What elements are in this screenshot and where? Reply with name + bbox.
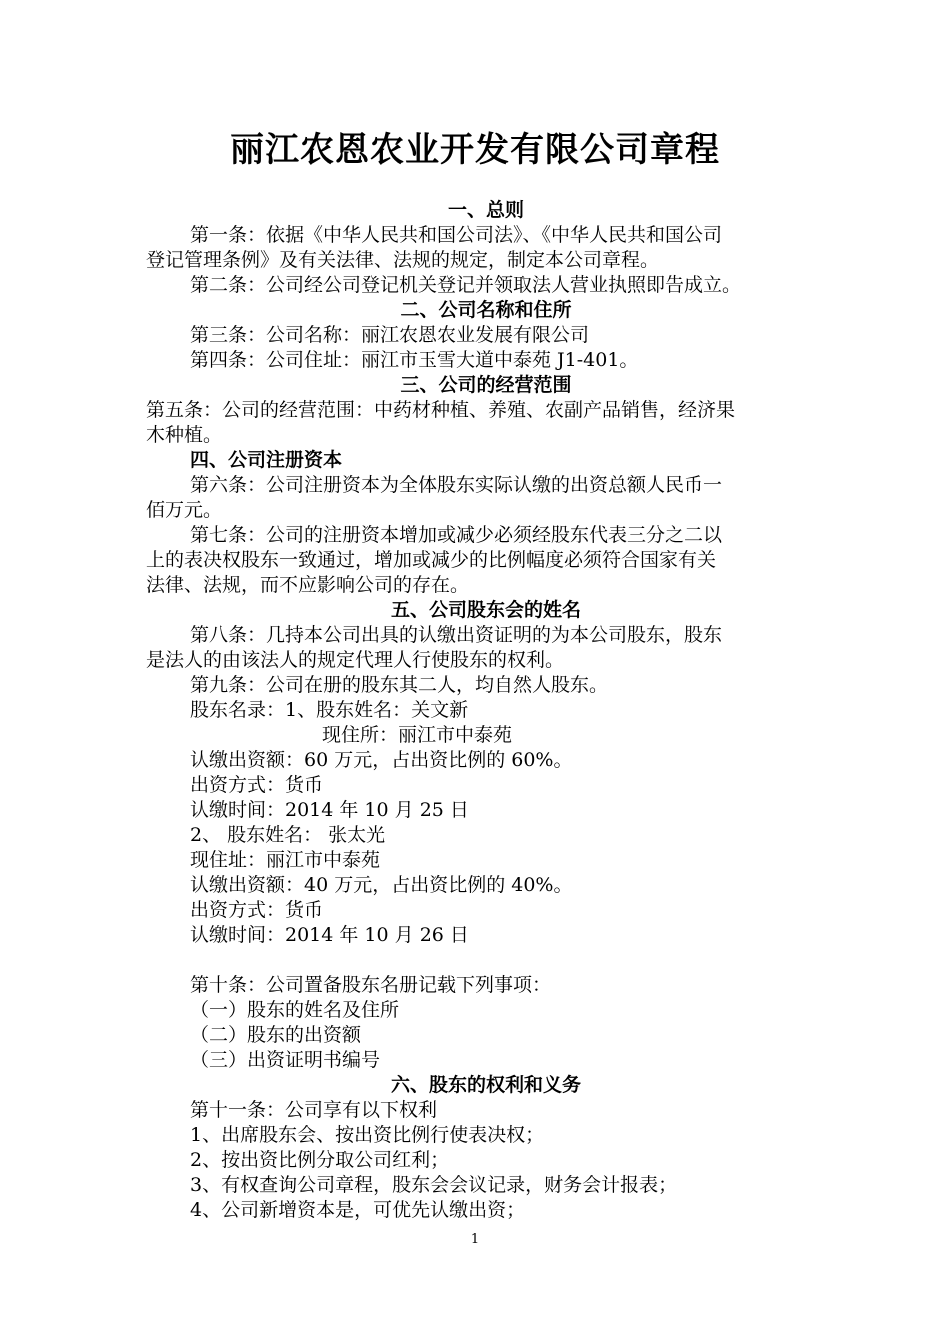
paragraph-line: 2、按出资比例分取公司红利； — [190, 1149, 450, 1171]
paragraph-line: 第九条：公司在册的股东其二人，均自然人股东。 — [190, 674, 609, 696]
document-body — [146, 198, 826, 1223]
section-heading: 四、公司注册资本 — [190, 449, 343, 471]
paragraph-line: 认缴时间：2014 年 10 月 25 日 — [190, 799, 469, 821]
paragraph-line: 第一条：依据《中华人民共和国公司法》、《中华人民共和国公司 — [190, 224, 723, 246]
paragraph-line: 是法人的由该法人的规定代理人行使股东的权利。 — [146, 649, 565, 671]
section-heading: 五、公司股东会的姓名 — [390, 599, 581, 621]
paragraph-line: 佰万元。 — [146, 499, 223, 521]
paragraph-line: 3、有权查询公司章程，股东会会议记录，财务会计报表； — [190, 1174, 678, 1196]
paragraph-line: （一）股东的姓名及住所 — [190, 999, 400, 1021]
paragraph-line: （二）股东的出资额 — [190, 1024, 362, 1046]
paragraph-line: 认缴出资额：40 万元，占出资比例的 40%。 — [190, 874, 573, 896]
document-title: 丽江农恩农业开发有限公司章程 — [230, 130, 720, 170]
section-heading: 二、公司名称和住所 — [400, 299, 572, 321]
paragraph-line: 第四条：公司住址：丽江市玉雪大道中泰苑 J1-401。 — [190, 349, 639, 371]
paragraph-line: 第三条：公司名称：丽江农恩农业发展有限公司 — [190, 324, 590, 346]
paragraph-line: 法律、法规，而不应影响公司的存在。 — [146, 574, 470, 596]
paragraph-line: 股东名录：1、股东姓名：关文新 — [190, 699, 469, 721]
paragraph-line: 登记管理条例》及有关法律、法规的规定，制定本公司章程。 — [146, 249, 660, 271]
paragraph-line: 第十条：公司置备股东名册记载下列事项： — [190, 974, 552, 996]
paragraph-line: 现住址：丽江市中泰苑 — [190, 849, 381, 871]
paragraph-line: 第八条：几持本公司出具的认缴出资证明的为本公司股东，股东 — [190, 624, 723, 646]
paragraph-line: 现住所：丽江市中泰苑 — [322, 724, 513, 746]
section-heading: 一、总则 — [447, 199, 524, 221]
paragraph-line: 上的表决权股东一致通过，增加或减少的比例幅度必须符合国家有关 — [146, 549, 717, 571]
paragraph-line: （三）出资证明书编号 — [190, 1049, 381, 1071]
paragraph-line: 认缴时间：2014 年 10 月 26 日 — [190, 924, 469, 946]
blank-line — [146, 948, 826, 973]
paragraph-line: 4、公司新增资本是，可优先认缴出资； — [190, 1199, 526, 1221]
paragraph-line: 出资方式：货币 — [190, 899, 324, 921]
paragraph-line: 第五条：公司的经营范围：中药材种植、养殖、农副产品销售，经济果 — [146, 399, 736, 421]
paragraph-line: 第十一条：公司享有以下权利 — [190, 1099, 438, 1121]
section-heading: 六、股东的权利和义务 — [390, 1074, 581, 1096]
page-number: 1 — [470, 1232, 480, 1247]
section-heading: 三、公司的经营范围 — [400, 374, 572, 396]
paragraph-line: 第七条：公司的注册资本增加或减少必须经股东代表三分之二以 — [190, 524, 723, 546]
paragraph-line: 第六条：公司注册资本为全体股东实际认缴的出资总额人民币一 — [190, 474, 723, 496]
paragraph-line: 认缴出资额：60 万元，占出资比例的 60%。 — [190, 749, 573, 771]
paragraph-line: 1、出席股东会、按出资比例行使表决权； — [190, 1124, 545, 1146]
paragraph-line: 出资方式：货币 — [190, 774, 324, 796]
paragraph-line: 第二条：公司经公司登记机关登记并领取法人营业执照即告成立。 — [190, 274, 742, 296]
paragraph-line: 2、 股东姓名： 张太光 — [190, 824, 386, 846]
paragraph-line: 木种植。 — [146, 424, 223, 446]
